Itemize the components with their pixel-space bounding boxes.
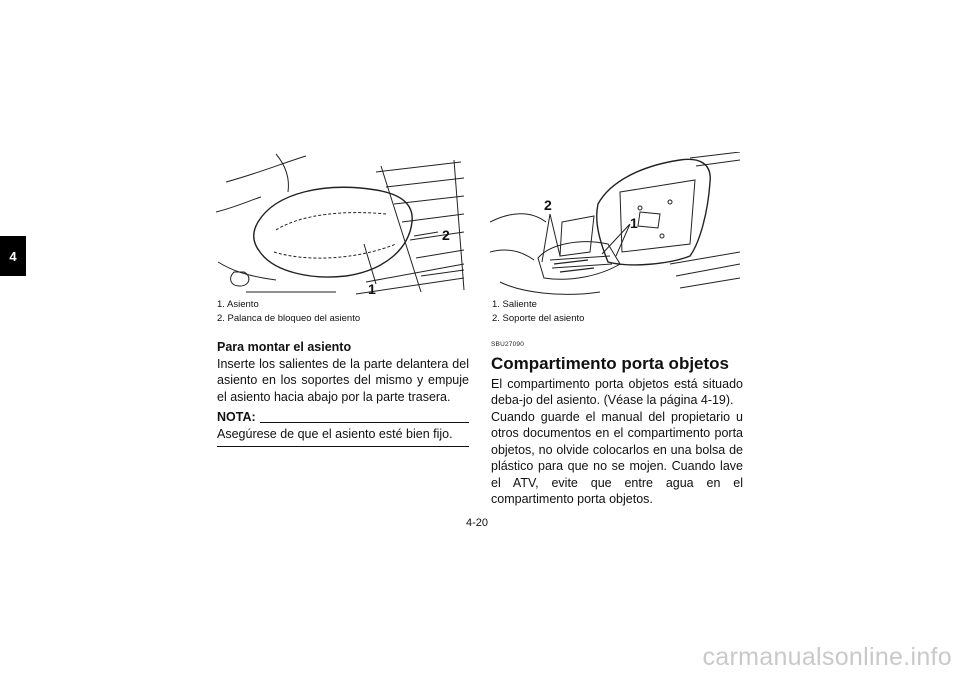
compartment-illustration bbox=[490, 152, 740, 298]
section-code: SBU27090 bbox=[491, 341, 525, 348]
left-captions bbox=[217, 298, 360, 326]
page-number: 4-20 bbox=[466, 517, 489, 529]
caption-item: 1. Asiento bbox=[217, 299, 259, 310]
caption-item: 2. Palanca de bloqueo del asiento bbox=[217, 313, 361, 324]
note-end-rule bbox=[217, 446, 469, 447]
callout-2-right: 2 bbox=[544, 197, 552, 213]
paragraph: El compartimento porta objetos está situado deba-jo del asiento. (Véase la página 4-19). bbox=[491, 376, 743, 407]
body-text: Inserte los salientes de la parte delantera del asiento en los soportes del mismo y empuje el asiento hacia abajo por la parte trasera. bbox=[217, 356, 469, 404]
caption-item: 1. Saliente bbox=[492, 299, 537, 310]
note-label: NOTA: bbox=[217, 410, 256, 424]
section-tab: 4 bbox=[0, 236, 26, 276]
note-rule bbox=[260, 422, 469, 423]
left-column bbox=[217, 339, 469, 447]
paragraph: Cuando guarde el manual del propietario u otros documentos en el compartimento porta objetos, no olvide colocarlos en una bolsa de plástico para que no se mojen. Cuando lave el ATV, evite que entre agua en el compartimento porta objetos. bbox=[491, 409, 743, 506]
note-text: Asegúrese de que el asiento esté bien fijo. bbox=[217, 426, 453, 441]
callout-1-right: 1 bbox=[630, 215, 638, 231]
seat-illustration bbox=[216, 152, 466, 298]
right-captions bbox=[492, 298, 584, 326]
callout-2: 2 bbox=[442, 227, 450, 243]
subheading: Para montar el asiento bbox=[217, 340, 352, 354]
note-header bbox=[217, 409, 469, 426]
watermark: carmanualsonline.info bbox=[702, 643, 952, 671]
right-column bbox=[491, 337, 743, 508]
caption-item: 2. Soporte del asiento bbox=[492, 313, 585, 324]
callout-1: 1 bbox=[368, 281, 376, 297]
section-heading: Compartimento porta objetos bbox=[491, 353, 730, 373]
